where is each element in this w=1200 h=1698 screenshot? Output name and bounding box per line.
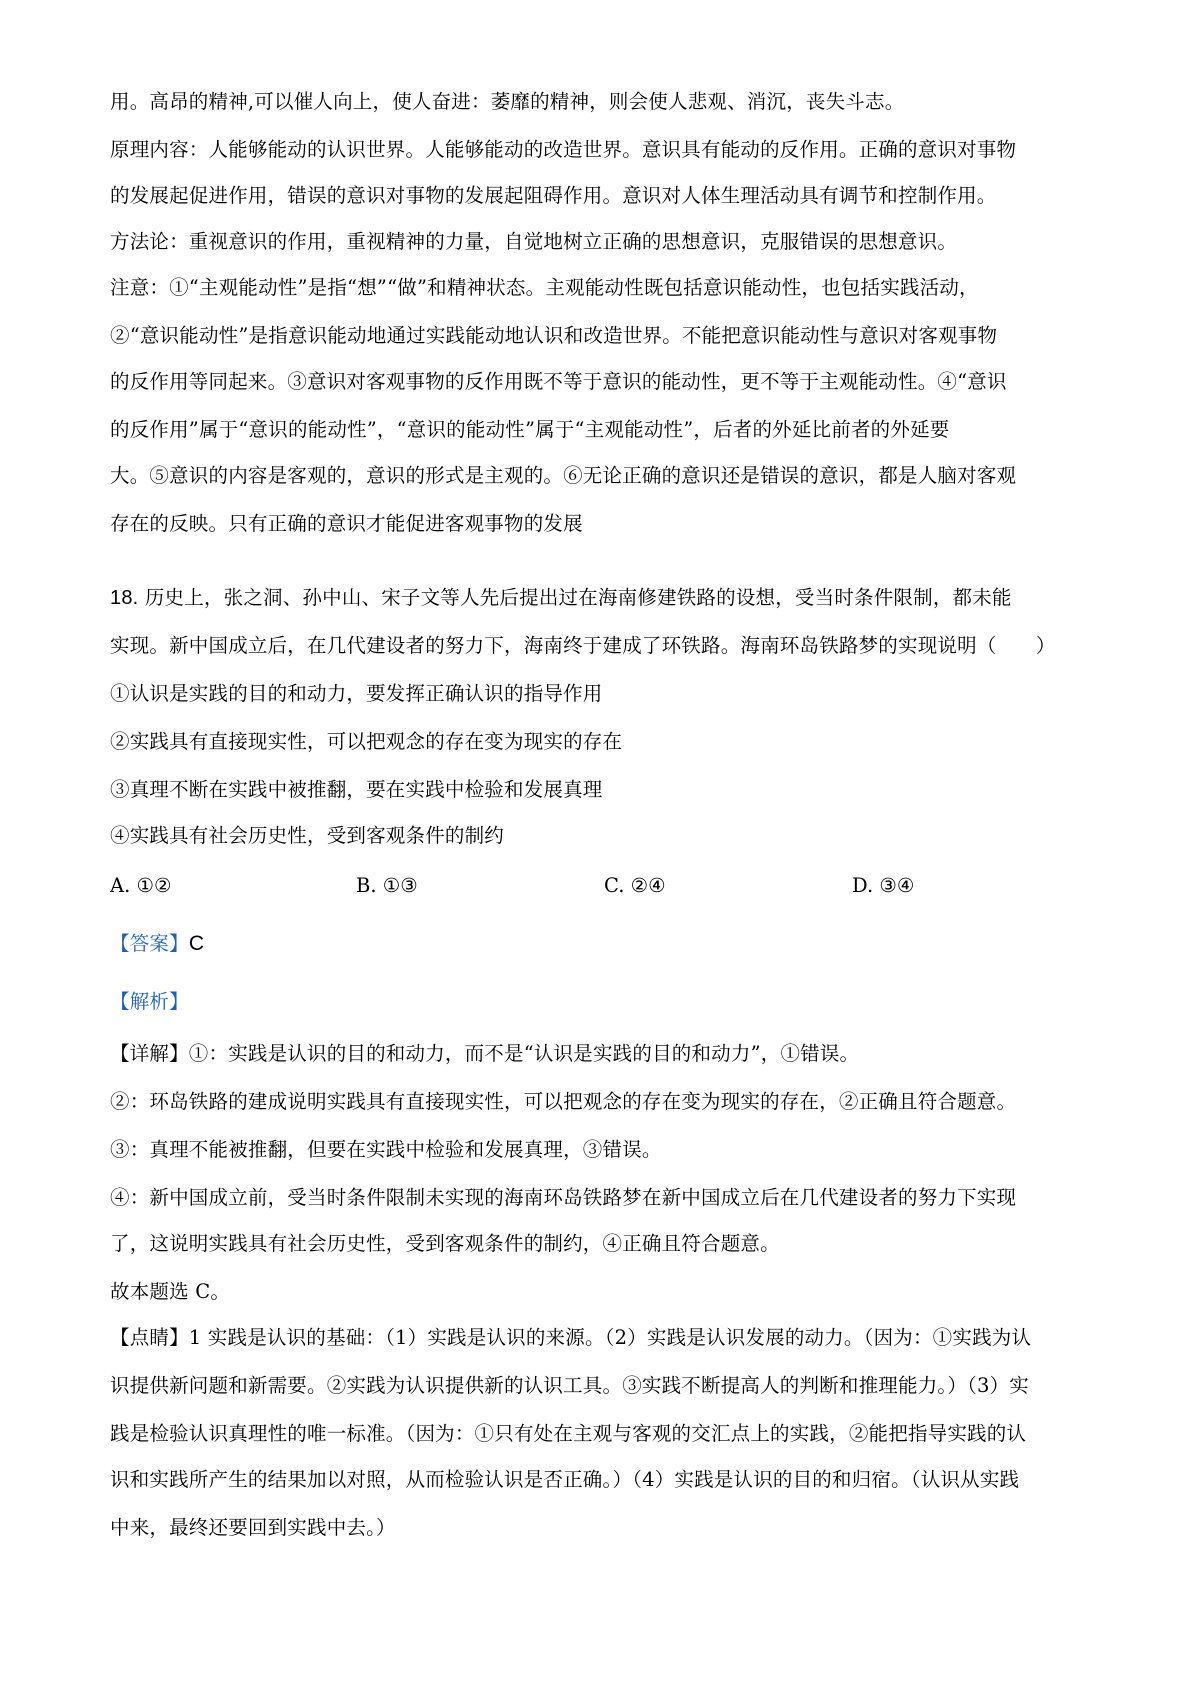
analysis-line: ④：新中国成立前，受当时条件限制未实现的海南环岛铁路梦在新中国成立后在几代建设者的努力下实现: [110, 1186, 1017, 1209]
key-point-line: 践是检验认识真理性的唯一标准。（因为：①只有处在主观与客观的交汇点上的实践，②能把指导实践的认: [110, 1422, 1027, 1445]
option-d: D. ③④: [852, 874, 915, 897]
option-a: A. ①②: [110, 874, 172, 897]
analysis-line: ②：环岛铁路的建成说明实践具有直接现实性，可以把观念的存在变为现实的存在，②正确且符合题意。: [110, 1090, 1017, 1113]
text-line: ②“意识能动性”是指意识能动地通过实践能动地认识和改造世界。不能把意识能动性与意识对客观事物: [110, 324, 998, 347]
question-stem: [110, 584, 1012, 612]
key-point-line: 【点睛】1 实践是认识的基础：（1）实践是认识的来源。（2）实践是认识发展的动力。（因为：①实践为认: [110, 1326, 1032, 1349]
analysis-line: 【详解】①：实践是认识的目的和动力，而不是“认识是实践的目的和动力”，①错误。: [110, 1042, 860, 1065]
text-line: 方法论：重视意识的作用，重视精神的力量，自觉地树立正确的思想意识，克服错误的思想意识。: [110, 230, 958, 253]
statement-4: ④实践具有社会历史性，受到客观条件的制约: [110, 824, 505, 847]
question-stem-line-1: 历史上，张之洞、孙中山、宋子文等人先后提出过在海南修建铁路的设想，受当时条件限制，都未能: [144, 586, 1012, 609]
analysis-line: 故本题选 C。: [110, 1280, 231, 1303]
text-line: 的反作用”属于“意识的能动性”，“意识的能动性”属于“主观能动性”，后者的外延比前者的外延要: [110, 418, 950, 441]
text-line: 原理内容：人能够能动的认识世界。人能够能动的改造世界。意识具有能动的反作用。正确的意识对事物: [110, 138, 1017, 161]
analysis-line: ③：真理不能被推翻，但要在实践中检验和发展真理，③错误。: [110, 1138, 662, 1161]
text-line: 大。⑤意识的内容是客观的，意识的形式是主观的。⑥无论正确的意识还是错误的意识，都是人脑对客观: [110, 464, 1017, 487]
text-line: 的反作用等同起来。③意识对客观事物的反作用既不等于意识的能动性，更不等于主观能动性。④“意识: [110, 370, 1007, 393]
key-point-line: 识和实践所产生的结果加以对照，从而检验认识是否正确。）（4）实践是认识的目的和归宿。（认识从实践: [110, 1468, 1020, 1491]
answer-value: C: [188, 932, 205, 955]
text-line: 用。高昂的精神,可以催人向上，使人奋进：萎靡的精神，则会使人悲观、消沉，丧失斗志。: [110, 90, 905, 113]
key-point-line: 识提供新问题和新需要。②实践为认识提供新的认识工具。③实践不断提高人的判断和推理能力。）（3）实: [110, 1374, 1030, 1397]
analysis-label: 【解析】: [110, 990, 189, 1013]
option-b: B. ①③: [356, 874, 418, 897]
statement-2: ②实践具有直接现实性，可以把观念的存在变为现实的存在: [110, 730, 623, 753]
question-number: 18.: [110, 587, 139, 609]
question-stem-line-2: 实现。新中国成立后，在几代建设者的努力下，海南终于建成了环铁路。海南环岛铁路梦的实现说明（ ）: [110, 634, 1056, 657]
text-line: 存在的反映。只有正确的意识才能促进客观事物的发展: [110, 512, 583, 535]
key-point-line: 中来，最终还要回到实践中去。）: [110, 1516, 396, 1539]
option-c: C. ②④: [604, 874, 666, 897]
statement-3: ③真理不断在实践中被推翻，要在实践中检验和发展真理: [110, 778, 603, 801]
analysis-line: 了，这说明实践具有社会历史性，受到客观条件的制约，④正确且符合题意。: [110, 1232, 780, 1255]
answer-label: 【答案】: [110, 932, 189, 955]
text-line: 注意：①“主观能动性”是指“想”“做”和精神状态。主观能动性既包括意识能动性，也包括实践活动，: [110, 276, 979, 299]
text-line: 的发展起促进作用，错误的意识对事物的发展起阻碍作用。意识对人体生理活动具有调节和控制作用。: [110, 184, 997, 207]
answer-row: [110, 930, 204, 958]
statement-1: ①认识是实践的目的和动力，要发挥正确认识的指导作用: [110, 682, 603, 705]
